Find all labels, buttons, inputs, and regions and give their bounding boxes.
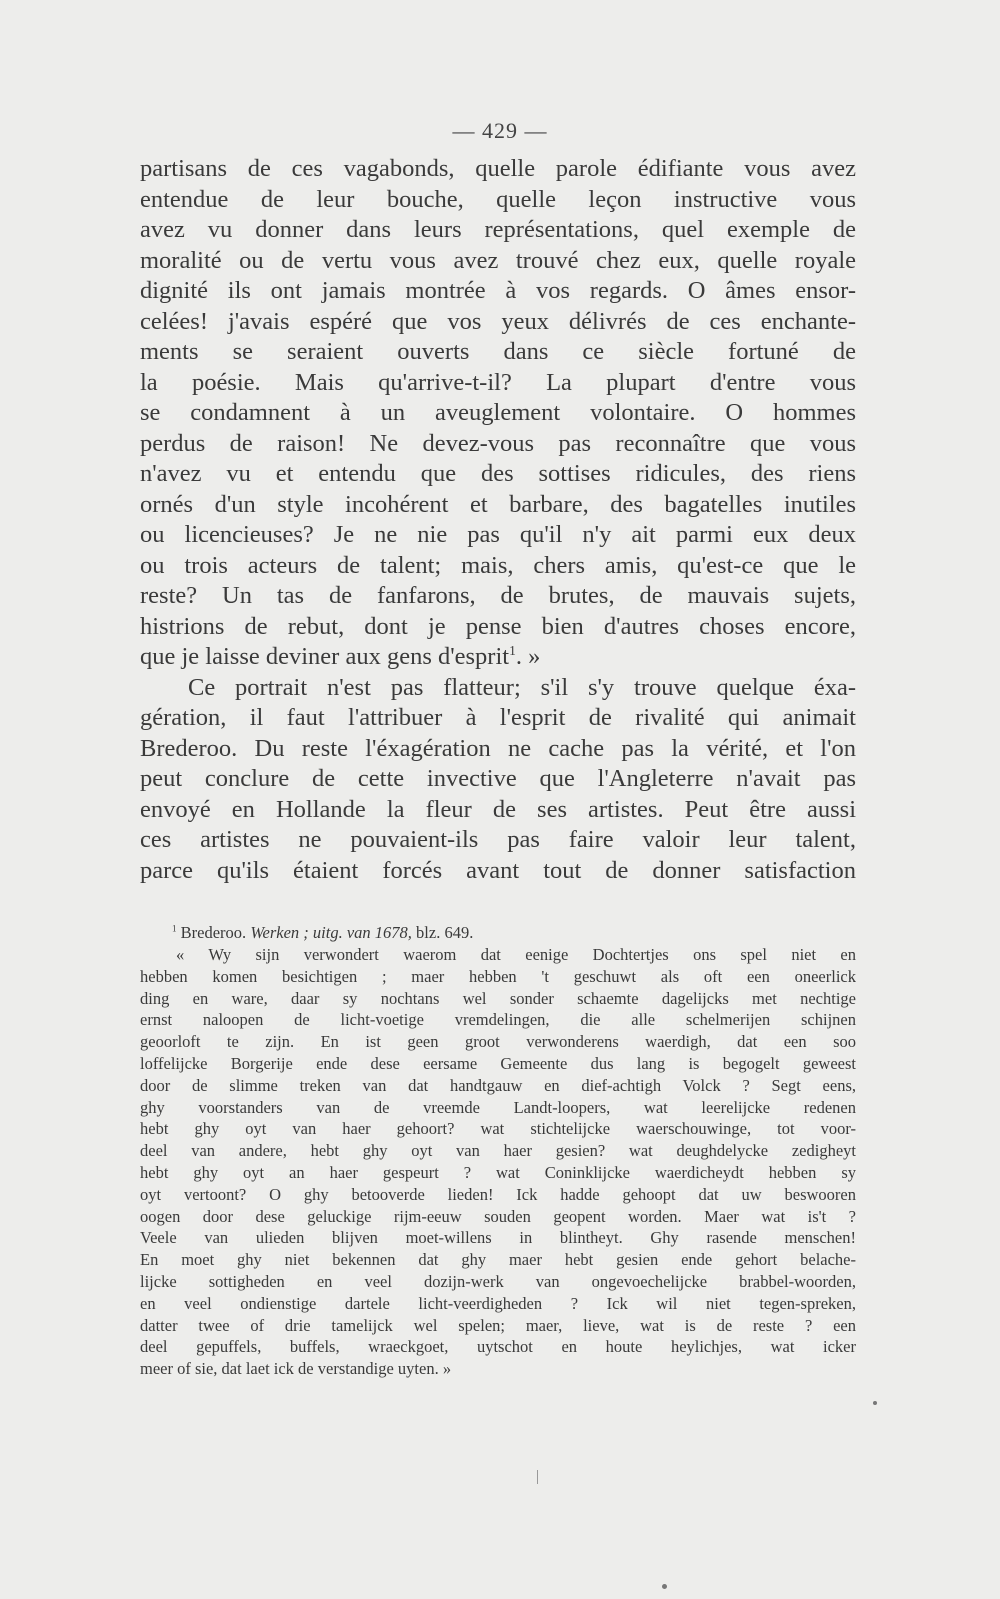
footnote-line: oyt vertoont? O ghy betooverde lieden! Ick hadde gehoopt dat uw beswooren <box>140 1184 856 1204</box>
text-line: envoyé en Hollande la fleur de ses artistes. Peut être aussi <box>140 795 856 823</box>
text-line: se condamnent à un aveuglement volontaire. O hommes <box>140 399 856 426</box>
footnote-line: oogen door dese geluckige rijm-eeuw souden geopent worden. Maer wat is't ? <box>140 1206 856 1226</box>
footnote-number: 1 <box>172 923 177 934</box>
footnote-line: meer of sie, dat laet ick de verstandige uyten. » <box>140 1359 452 1379</box>
text-line: dignité ils ont jamais montrée à vos regards. O âmes ensor- <box>140 277 856 304</box>
footnote-line: lijcke sottigheden en veel dozijn-werk van ongevoechelijcke brabbel-woorden, <box>140 1271 856 1291</box>
text-line: ornés d'un style incohérent et barbare, des bagatelles inutiles <box>140 490 856 518</box>
footnote-line: hebt ghy oyt van haer gehoort? wat stichtelijcke waerschouwinge, tot voor- <box>140 1119 856 1139</box>
paper-speck <box>873 1401 877 1405</box>
paper-speck <box>537 1470 538 1484</box>
text-line-with-footnote <box>140 642 856 673</box>
footnote-line: hebben komen besichtigen ; maer hebben 't geschuwt als oft een oneerlick <box>140 966 856 986</box>
footnote-line: datter twee of drie tamelijck wel spelen; maer, lieve, wat is de reste ? een <box>140 1315 856 1335</box>
footnote-line: Veele van ulieden blijven moet-willens in blintheyt. Ghy rasende menschen! <box>140 1228 856 1248</box>
text-line-content: que je laisse deviner aux gens d'esprit <box>140 643 510 670</box>
footnote-page-ref: blz. 649. <box>416 923 474 942</box>
footnote-line: en veel ondienstige dartele licht-veerdigheden ? Ick wil niet tegen-spreken, <box>140 1293 856 1313</box>
paragraph-start-line: Ce portrait n'est pas flatteur; s'il s'y trouve quelque éxa- <box>188 673 856 701</box>
text-line: la poésie. Mais qu'arrive-t-il? La plupart d'entre vous <box>140 368 856 396</box>
text-line: partisans de ces vagabonds, quelle parole édifiante vous avez <box>140 155 856 182</box>
text-line: ou trois acteurs de talent; mais, chers amis, qu'est-ce que le <box>140 551 856 579</box>
text-line: Brederoo. Du reste l'éxagération ne cache pas la vérité, et l'on <box>140 734 856 762</box>
text-line: histrions de rebut, dont je pense bien d'autres choses encore, <box>140 612 856 640</box>
footnote-line: ghy voorstanders van de vreemde Landt-loopers, wat leerelijcke redenen <box>140 1097 856 1117</box>
footnote-line: geoorloft te zijn. En ist geen groot verwonderens waerdigh, dat een soo <box>140 1032 856 1052</box>
page-number: — 429 — <box>452 118 548 143</box>
footnote-line: hebt ghy oyt an haer gespeurt ? wat Coninklijcke waerdicheydt hebben sy <box>140 1162 856 1182</box>
text-line: celées! j'avais espéré que vos yeux délivrés de ces enchante- <box>140 307 856 335</box>
quote-close: . » <box>515 643 541 670</box>
main-text <box>140 154 856 886</box>
text-line: ces artistes ne pouvaient-ils pas faire valoir leur talent, <box>140 826 856 853</box>
text-line: moralité ou de vertu vous avez trouvé chez eux, quelle royale <box>140 246 856 274</box>
text-line: entendue de leur bouche, quelle leçon instructive vous <box>140 185 856 213</box>
text-line: reste? Un tas de fanfarons, de brutes, de mauvais sujets, <box>140 582 856 609</box>
text-line: n'avez vu et entendu que des sottises ridicules, des riens <box>140 460 856 487</box>
footnote-reference <box>140 922 856 944</box>
text-line: peut conclure de cette invective que l'Angleterre n'avait pas <box>140 765 856 792</box>
text-line: ou licencieuses? Je ne nie pas qu'il n'y ait parmi eux deux <box>140 521 856 548</box>
text-line: parce qu'ils étaient forcés avant tout de donner satisfaction <box>140 856 856 884</box>
footnote-author: Brederoo. <box>180 923 247 942</box>
footnote-line: deel van andere, hebt ghy oyt van haer gesien? wat deughdelycke zedigheyt <box>140 1141 856 1161</box>
text-line: avez vu donner dans leurs représentations, quel exemple de <box>140 216 856 243</box>
footnote-line: ding en ware, daar sy nochtans wel sonder schaemte dagelijcks met nechtige <box>140 988 856 1008</box>
footnote-line: deel gepuffels, buffels, wraeckgoet, uytschot en houte heylichjes, wat icker <box>140 1337 856 1357</box>
footnote-work: Werken ; uitg. van 1678, <box>250 923 412 942</box>
footnote-line: ernst naloopen de licht-voetige vremdelingen, die alle schelmerijen schijnen <box>140 1010 856 1030</box>
text-line: gération, il faut l'attribuer à l'esprit de rivalité qui animait <box>140 704 856 731</box>
footnote-line: « Wy sijn verwondert waerom dat eenige Dochtertjes ons spel niet en <box>176 945 856 964</box>
footnote-line: door de slimme treken van dat handtgauw en dief-achtigh Volck ? Segt eens, <box>140 1075 856 1095</box>
paper-speck <box>662 1584 667 1589</box>
footnote-block <box>140 922 856 1380</box>
footnote-line: loffelijcke Borgerije ende dese eersame Gemeente dus lang is begogelt geweest <box>140 1053 856 1073</box>
text-line: perdus de raison! Ne devez-vous pas reconnaître que vous <box>140 429 856 457</box>
footnote-line: En moet ghy niet bekennen dat ghy maer hebt gesien ende gehort belache- <box>140 1250 856 1270</box>
footnote-marker: 1 <box>509 642 516 658</box>
text-line: ments se seraient ouverts dans ce siècle fortuné de <box>140 338 856 365</box>
